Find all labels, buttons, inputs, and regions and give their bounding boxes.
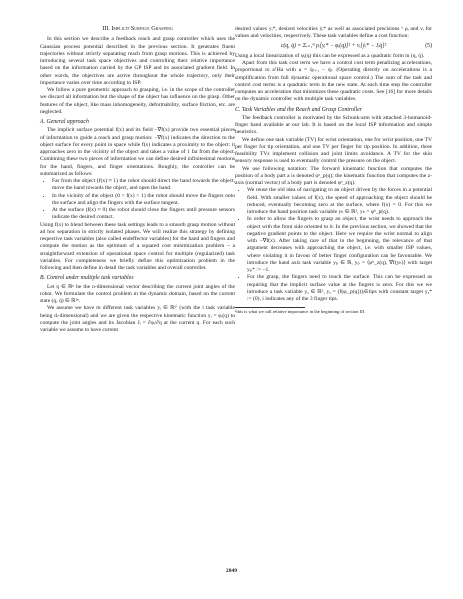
general-approach-paragraph-1: The implicit surface potential f(x) and its field −∇f(x) provide two essential pieces of information to guide a reach and grasp motion: −∇f(x) indicates the direction to the object surface for every point in space while f(x) indicates a proximity to the object: it approaches zero in the vicinity of the object and takes a value of 1 far from the object. Combining these two pieces of information we can define desired infinitesimal motions for the hand, fingers, and finger orientations. Roughly, the controller can be summarized as follows: — [40, 127, 235, 177]
task-variable-list — [235, 187, 432, 303]
task-variables-paragraph-1: The feedback controller is motivated by the Schunk-arm with attached 3-humanoid-finger hand available at our lab. It is based on the local ISP information and simple heuristics. — [235, 114, 432, 136]
control-cost-paragraph: Apart from this task cost term we have a control cost term penalizing accelerations, proportional to aᵀHa with a = q̇ₜ₊₁ − q̇ₜ. (Operating directly on accelerations is a simplification from full dynamic operational space control.) The sum of the task and control cost terms is a quadratic term in the new state. At each time step the controller computes an acceleration that minimizes these quadratic costs. See [16] for more details on the dynamic controller with multiple task variables. — [235, 60, 432, 103]
page-number: 2849 — [225, 568, 238, 574]
footnote-rule — [235, 307, 305, 308]
list-item: • Far from the object (f(x) ≈ 1) the robot should direct the hand towards the object, move the hand towards the object, and open the hand. — [52, 178, 235, 193]
cost-equation — [235, 43, 432, 50]
equation-number: (5) — [425, 42, 432, 49]
linearization-paragraph: Using a local linearization of φᵢ(q) this can be expressed as a quadratic form in (q, q̇). — [235, 52, 425, 59]
right-column — [235, 26, 432, 315]
left-column — [40, 26, 235, 334]
intro-paragraph-1: In this section we describe a feedback reach and grasp controller which uses the Gaussian process potential described in the previous section. It generates fluent trajectories without strictly separating reach from grasp motions. This is achieved by introducing several task space objectives and controlling their relative importance based on the information carried by the GP ISP and its associated gradient field. In other words, the objectives are active throughout the whole trajectory, only their importance varies over time according to ISP. — [40, 36, 235, 86]
subsection-heading-a: A. General approach — [40, 119, 89, 125]
subsection-heading-c: C. Task Variables and the Reach and Grasp Controller — [235, 106, 362, 113]
list-item: • For the grasp, the fingers need to touch the surface. This can be expressed as requiring that the implicit surface value at the fingers is zero. For this we we introduce a task variable yₓ ∈ ℝ³, yₓ = (f(φᵢ_p(q)))ᵢ∈tips with constant target yₓ* := (0), i indicates any of the 3 finger tips. — [247, 274, 432, 303]
general-approach-paragraph-2: Using f(x) to blend between these task settings leads to a smooth grasp motion without ad hoc separation in strictly isolated phases. We will realize this strategy by defining respective task variables (also called endeffector variables) for the hand and fingers and compute the motion as the optimum of a squared cost minimization problem – a straightforward extension of operational space control for multiple (regularized) task variables. For completeness we briefly define this optimization problem in the following and then define in detail the task variables and overall controller. — [40, 221, 235, 271]
controller-summary-list — [40, 178, 235, 222]
control-paragraph-2: We assume we have m different task variables yᵢ ∈ ℝᵈⁱ (with the i task variable being dᵢ-dimensional) and we are given the respective kinematic function yᵢ = φᵢ(q) to compute the joint angles and its Jacobian Jᵢ = ∂φᵢ/∂q at the current q. For each such variable we assume to have current — [40, 305, 235, 333]
intro-paragraph-2: We follow a pure geometric approach to grasping, i.e. in the scope of the controller we discard all information but the shape of the object has influence on the grasp. Other features of the object, like mass inhomogeneity, deformability, surface friction, etc. are neglected. — [40, 87, 235, 115]
list-item: • In the vicinity of the object (0 < f(x) < 1) the robot should move the fingers onto the surface and align the fingers with the surface tangent. — [52, 193, 235, 208]
task-variables-paragraph-2: We define one task variable (TV) for wrist orientation, one for wrist position, one TV per finger for tip orientation, and one TV per finger for tip position. In addition, three feasibility TVs implement collision and joint limits avoidance. A TV for the skin sensory response is used to eventually control the pressure on the object. — [235, 136, 432, 165]
list-item: • We reuse the old idea of navigating to an object driven by the forces in a potential field. With smaller values of f(x), the speed of approaching the object should be reduced, eventually becoming zero at the surface, where f(x) = 0. For this we introduce the hand position task variable yₕ ∈ ℝ³, yₕ = φʰ_p(q). — [247, 187, 432, 216]
section-heading: III. Implicit Surface Grasping — [102, 26, 173, 32]
equation-body: c(q, q̇) = Σᵢ₌₁ᵐ ρᵢ[yᵢ* − φᵢ(q)]² + νᵢ[ẏᵢ* − Jᵢq̇]² — [280, 42, 387, 49]
control-paragraph-1: Let q ∈ ℝⁿ be the n-dimensional vector describing the current joint angles of the robot. We formulate the control problem in the dynamic domain, based on the current state (q, q̇) ∈ ℝ²ⁿ. — [40, 283, 235, 304]
list-item: • In order to allow the fingers to grasp an object, the wrist needs to approach the object with the front side oriented to it. In the previous section, we showed that the negative gradient points to the object. Here we require the wrist normal to align with −∇f(x). After taking care of that in the beginning, the relevance of that argument decreases with approaching the object, i.e. with smaller ISP values, where violating it in favour of better finger configuration can be favourable. We introduce the hand axis task variable yₚ ∈ ℝ, yₚ = ⟨φʰ_z(q), ∇f(yₕ)⟩ with target yₚ* := −1. — [247, 216, 432, 274]
subsection-heading-b: B. Control under multiple task variables — [40, 275, 134, 282]
list-item: • At the surface (f(x) ≈ 0) the robot should close the fingers until pressure sensors indicate the desired contact. — [52, 207, 235, 222]
notation-paragraph: We use following notation: The forward kinematic function that computes the position of a body part a is denoted φᵃ_p(q); the kinematic function that computes the z-axis (normal vector) of a body part is denoted φᵃ_z(q). — [235, 165, 432, 186]
cost-intro-paragraph: desired values yᵢ*, desired velocities ẏᵢ* as well as associated precisions ¹ ρᵢ and νᵢ for values and velocities, respectively. These task variables define a cost function: — [235, 26, 432, 40]
footnote: ¹this is what we call relative importance in the beginning of section III — [235, 309, 365, 315]
